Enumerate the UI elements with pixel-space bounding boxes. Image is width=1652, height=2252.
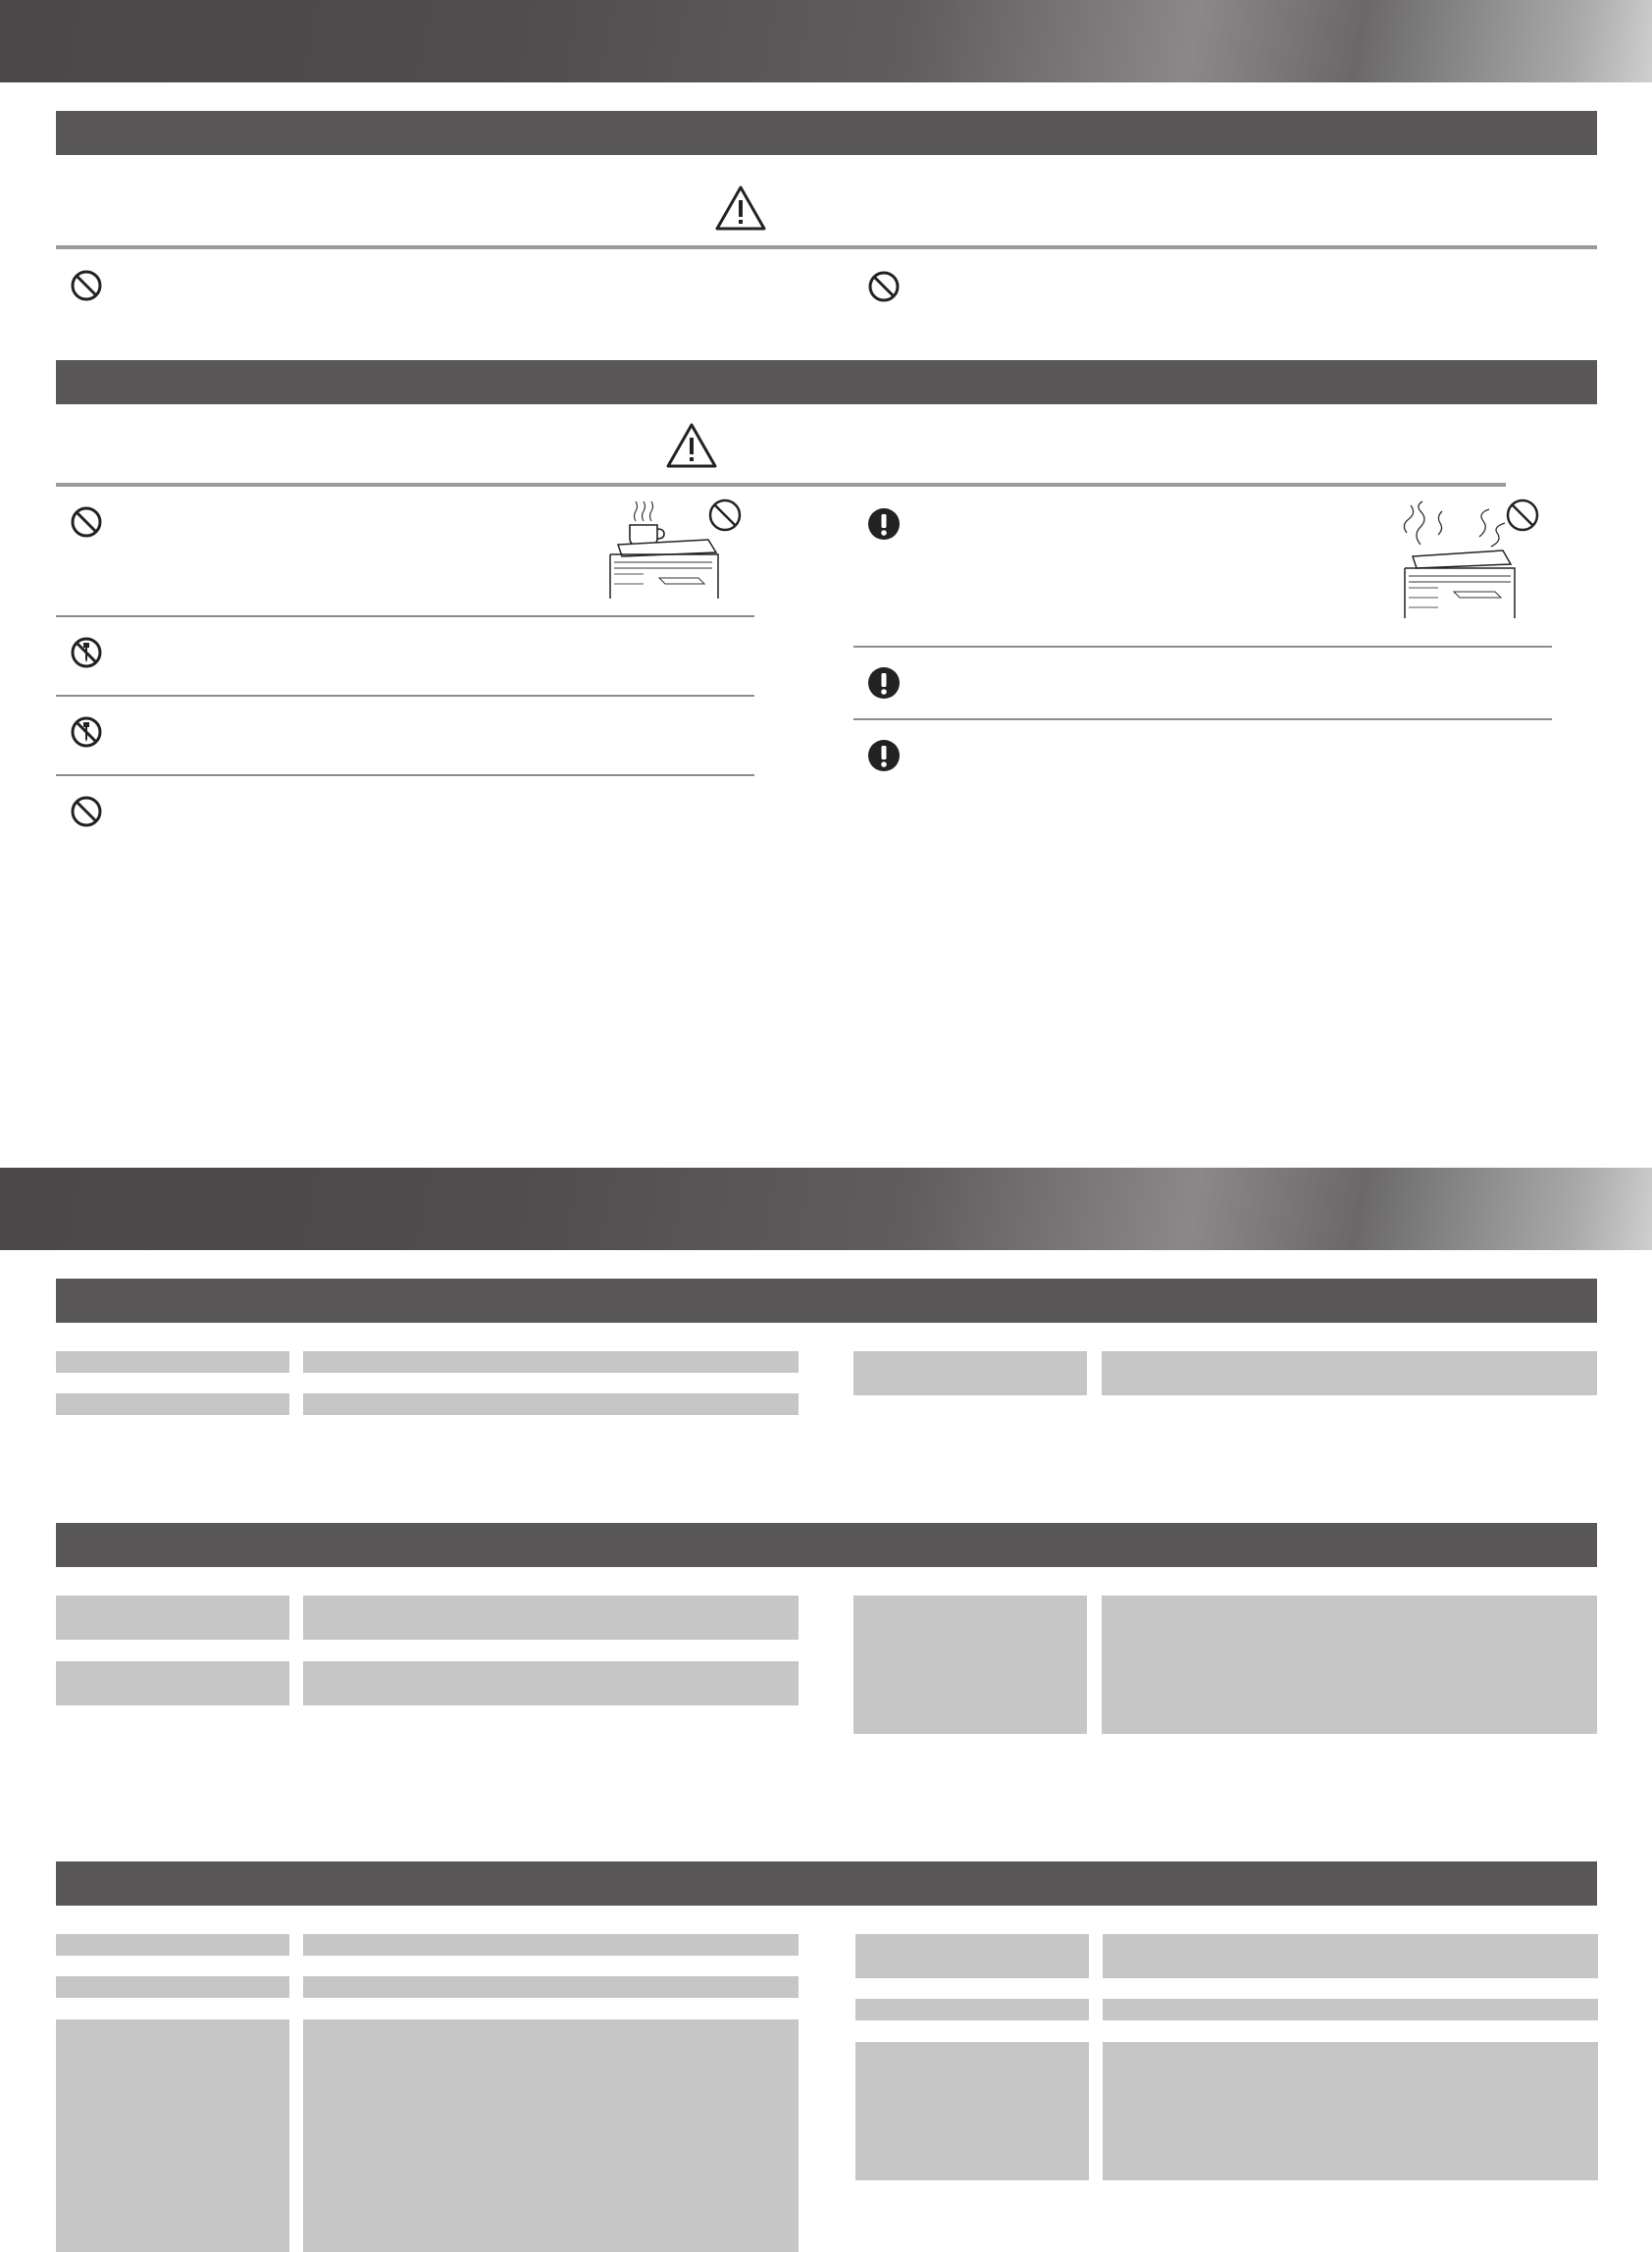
table-label-cell	[56, 1934, 289, 1956]
row-divider	[56, 615, 754, 617]
table-value-cell	[1103, 1999, 1598, 2020]
table-value-cell	[1103, 2042, 1598, 2180]
table-value-cell	[303, 1596, 799, 1640]
table-value-cell	[303, 1393, 799, 1415]
table-label-cell	[855, 2042, 1089, 2180]
table-value-cell	[1102, 1351, 1597, 1395]
section-bar-3	[56, 1279, 1597, 1323]
table-label-cell	[855, 1999, 1089, 2020]
mandatory-action-icon	[867, 666, 901, 700]
middle-banner	[0, 1168, 1652, 1250]
machine-with-cup-illustration	[600, 496, 757, 603]
mandatory-action-icon	[867, 507, 901, 541]
table-value-cell	[1102, 1596, 1597, 1734]
table-value-cell	[303, 1661, 799, 1705]
table-value-cell	[303, 1976, 799, 1998]
table-label-cell	[56, 1661, 289, 1705]
mandatory-action-icon	[867, 739, 901, 772]
no-disassembly-icon	[69, 635, 104, 670]
table-value-cell	[303, 2019, 799, 2252]
divider-rule	[56, 245, 1597, 249]
prohibition-icon	[70, 269, 103, 302]
no-disassembly-icon	[69, 714, 104, 750]
section-bar-4	[56, 1523, 1597, 1567]
row-divider	[56, 695, 754, 697]
prohibition-icon	[70, 795, 103, 828]
table-label-cell	[56, 1976, 289, 1998]
row-divider	[56, 774, 754, 776]
machine-with-smoke-illustration	[1393, 496, 1550, 623]
divider-rule	[56, 483, 1506, 487]
table-label-cell	[56, 1393, 289, 1415]
table-value-cell	[303, 1351, 799, 1373]
table-label-cell	[56, 1596, 289, 1640]
table-label-cell	[56, 2019, 289, 2252]
table-value-cell	[303, 1934, 799, 1956]
row-divider	[853, 646, 1552, 648]
prohibition-icon	[867, 270, 901, 303]
table-value-cell	[1103, 1934, 1598, 1978]
warning-triangle-icon	[665, 422, 718, 474]
row-divider	[853, 718, 1552, 720]
section-bar-1	[56, 111, 1597, 155]
section-bar-5	[56, 1861, 1597, 1906]
table-label-cell	[855, 1934, 1089, 1978]
table-label-cell	[853, 1596, 1087, 1734]
prohibition-icon	[70, 505, 103, 539]
section-bar-2	[56, 360, 1597, 404]
table-label-cell	[853, 1351, 1087, 1395]
table-label-cell	[56, 1351, 289, 1373]
warning-triangle-icon	[714, 184, 767, 236]
top-banner	[0, 0, 1652, 82]
